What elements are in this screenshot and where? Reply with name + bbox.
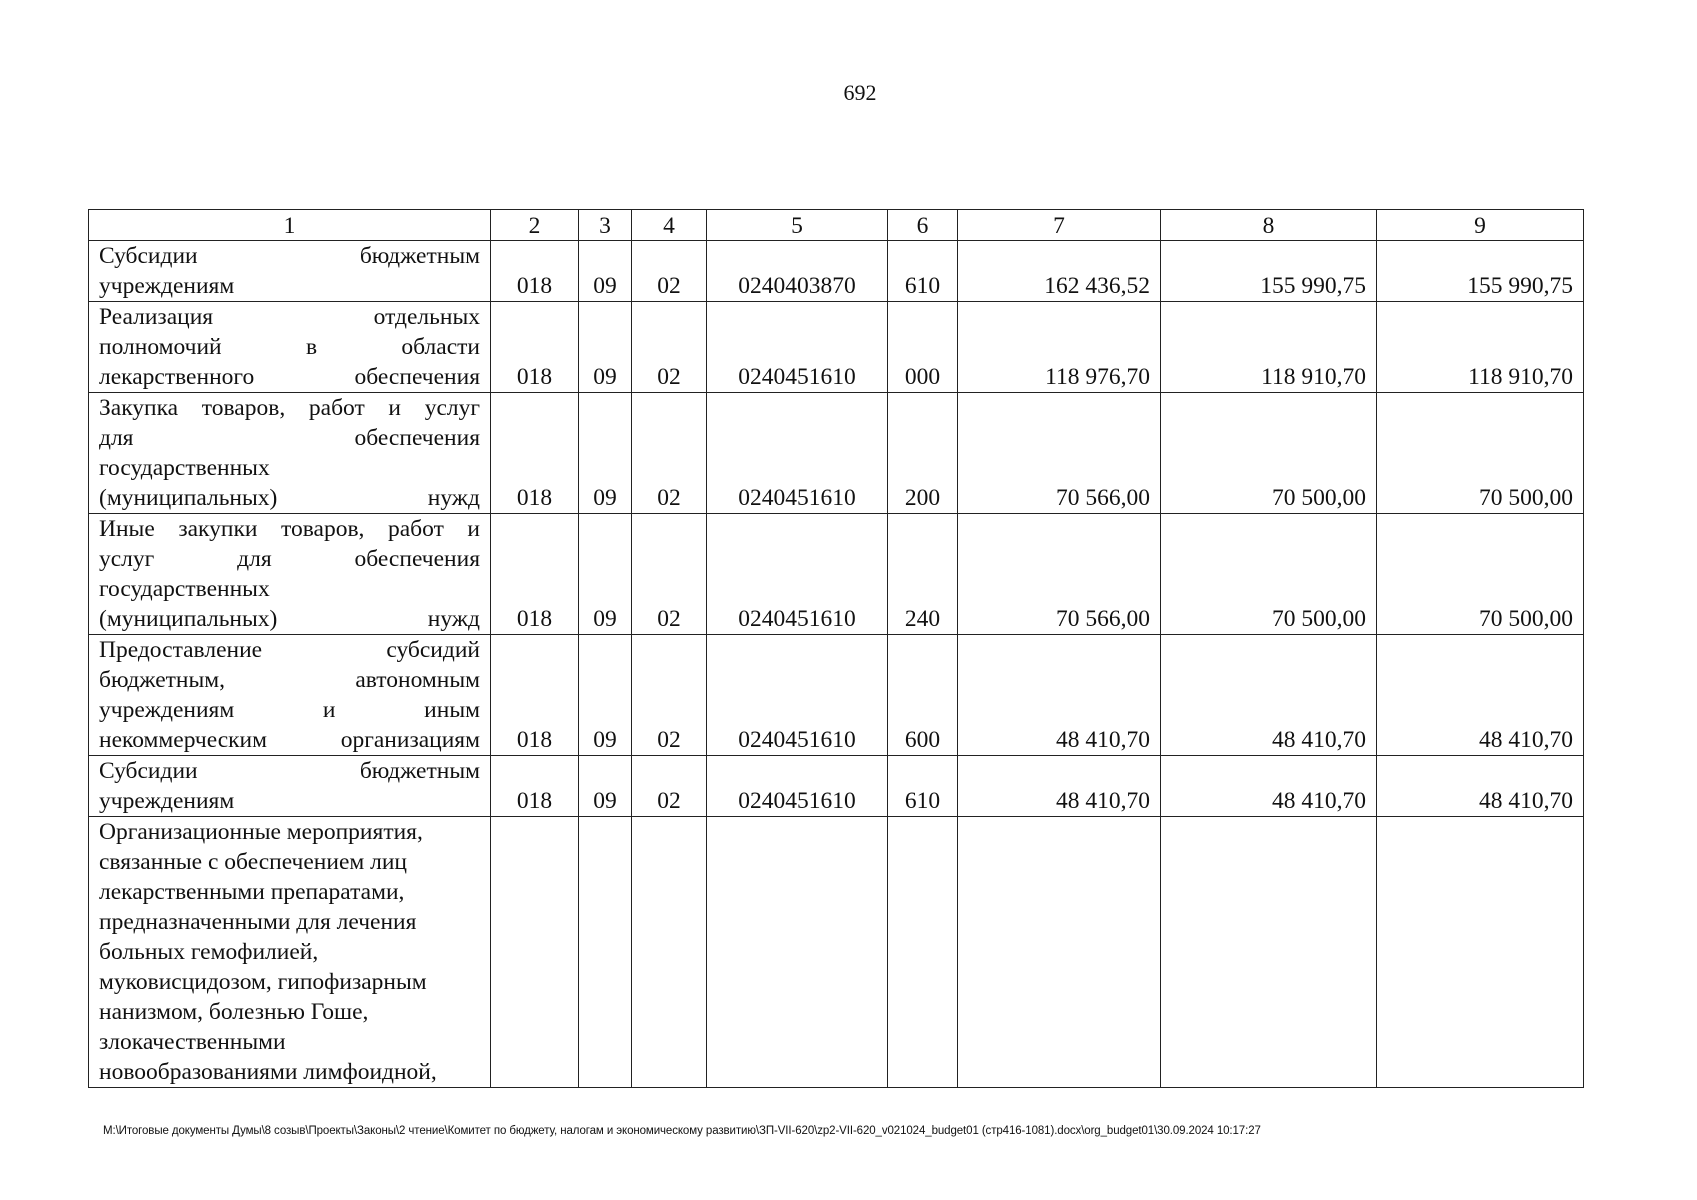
header-cell: 3: [579, 210, 632, 241]
target-code-cell: [707, 817, 888, 1088]
amount-cell-col9: 48 410,70: [1377, 756, 1584, 817]
amount-cell-col9: [1377, 817, 1584, 1088]
amount-cell-col8: 155 990,75: [1161, 241, 1377, 302]
table-row: [89, 514, 1584, 635]
expense-name-line: Иные закупки товаров, работ и: [99, 516, 480, 542]
expense-name-line: полномочий в области: [99, 334, 480, 360]
subsection-code-cell: 02: [632, 635, 707, 756]
amount-cell-col8: 70 500,00: [1161, 393, 1377, 514]
expense-name-line: Субсидии бюджетным: [99, 758, 480, 784]
amount-cell-col9: 48 410,70: [1377, 635, 1584, 756]
header-cell: 9: [1377, 210, 1584, 241]
expense-name-line: Закупка товаров, работ и услуг: [99, 395, 480, 421]
expense-name-line: лекарственного обеспечения: [99, 364, 480, 390]
amount-cell-col8: [1161, 817, 1377, 1088]
admin-code-cell: 018: [491, 302, 579, 393]
amount-cell-col7: 162 436,52: [958, 241, 1161, 302]
subsection-code-cell: 02: [632, 514, 707, 635]
target-code-cell: 0240451610: [707, 756, 888, 817]
expense-name-line: связанные с обеспечением лиц: [99, 849, 408, 875]
header-row: [89, 210, 1584, 241]
admin-code-cell: 018: [491, 241, 579, 302]
header-cell: 1: [89, 210, 491, 241]
table-body: [89, 241, 1584, 1088]
amount-cell-col9: 70 500,00: [1377, 393, 1584, 514]
table-row: [89, 241, 1584, 302]
section-code-cell: 09: [579, 241, 632, 302]
header-cell: 2: [491, 210, 579, 241]
file-path-footer: M:\Итоговые документы Думы\8 созыв\Проекты\Законы\2 чтение\Комитет по бюджету, налогам и экономическому развитию\ЗП-VII-620\zp2-VII-620_v021024_budget01 (стр416-1081).docx\org_budget01\30.09.2024 10:17:27: [103, 1125, 1261, 1137]
amount-cell-col7: 70 566,00: [958, 514, 1161, 635]
amount-cell-col9: 70 500,00: [1377, 514, 1584, 635]
expense-kind-cell: 610: [888, 241, 958, 302]
expense-name-line: государственных: [99, 455, 270, 481]
section-code-cell: [579, 817, 632, 1088]
expense-name-cell: [89, 756, 491, 817]
subsection-code-cell: 02: [632, 756, 707, 817]
expense-kind-cell: 200: [888, 393, 958, 514]
header-cell: 6: [888, 210, 958, 241]
table-row: [89, 756, 1584, 817]
subsection-code-cell: 02: [632, 393, 707, 514]
amount-cell-col7: [958, 817, 1161, 1088]
expense-name-line: (муниципальных) нужд: [99, 606, 480, 632]
table-row: [89, 302, 1584, 393]
expense-name-cell: [89, 514, 491, 635]
header-cell: 5: [707, 210, 888, 241]
expense-name-line: Предоставление субсидий: [99, 637, 480, 663]
amount-cell-col7: 48 410,70: [958, 756, 1161, 817]
table-row: [89, 393, 1584, 514]
expense-name-line: некоммерческим организациям: [99, 727, 480, 753]
expense-name-line: Реализация отдельных: [99, 304, 480, 330]
section-code-cell: 09: [579, 302, 632, 393]
section-code-cell: 09: [579, 756, 632, 817]
table-row: [89, 817, 1584, 1088]
page-number: 692: [843, 80, 877, 105]
expense-name-line: муковисцидозом, гипофизарным: [99, 969, 427, 995]
amount-cell-col7: 118 976,70: [958, 302, 1161, 393]
expense-kind-cell: 000: [888, 302, 958, 393]
expense-name-cell: [89, 817, 491, 1088]
expense-kind-cell: [888, 817, 958, 1088]
admin-code-cell: 018: [491, 393, 579, 514]
section-code-cell: 09: [579, 635, 632, 756]
admin-code-cell: 018: [491, 514, 579, 635]
expense-name-line: учреждениям: [99, 788, 235, 814]
expense-kind-cell: 610: [888, 756, 958, 817]
header-cell: 7: [958, 210, 1161, 241]
amount-cell-col7: 70 566,00: [958, 393, 1161, 514]
expense-name-line: новообразованиями лимфоидной,: [99, 1059, 437, 1085]
header-cell: 4: [632, 210, 707, 241]
expense-name-line: нанизмом, болезнью Гоше,: [99, 999, 369, 1025]
section-code-cell: 09: [579, 393, 632, 514]
subsection-code-cell: 02: [632, 241, 707, 302]
expense-name-cell: [89, 302, 491, 393]
amount-cell-col9: 155 990,75: [1377, 241, 1584, 302]
budget-table: [88, 209, 1584, 1088]
expense-name-line: предназначенными для лечения: [99, 909, 417, 935]
target-code-cell: 0240451610: [707, 514, 888, 635]
subsection-code-cell: [632, 817, 707, 1088]
header-cell: 8: [1161, 210, 1377, 241]
amount-cell-col8: 48 410,70: [1161, 635, 1377, 756]
expense-name-line: больных гемофилией,: [99, 939, 319, 965]
expense-name-cell: [89, 393, 491, 514]
admin-code-cell: 018: [491, 635, 579, 756]
expense-name-line: Субсидии бюджетным: [99, 243, 480, 269]
target-code-cell: 0240403870: [707, 241, 888, 302]
expense-name-line: услуг для обеспечения: [99, 546, 480, 572]
target-code-cell: 0240451610: [707, 393, 888, 514]
admin-code-cell: [491, 817, 579, 1088]
expense-name-line: учреждениям: [99, 273, 235, 299]
table-row: [89, 635, 1584, 756]
expense-name-line: (муниципальных) нужд: [99, 485, 480, 511]
expense-name-line: бюджетным, автономным: [99, 667, 480, 693]
amount-cell-col8: 118 910,70: [1161, 302, 1377, 393]
expense-name-line: для обеспечения: [99, 425, 480, 451]
subsection-code-cell: 02: [632, 302, 707, 393]
amount-cell-col8: 70 500,00: [1161, 514, 1377, 635]
admin-code-cell: 018: [491, 756, 579, 817]
expense-kind-cell: 600: [888, 635, 958, 756]
expense-name-line: злокачественными: [99, 1029, 286, 1055]
expense-name-line: государственных: [99, 576, 270, 602]
section-code-cell: 09: [579, 514, 632, 635]
amount-cell-col8: 48 410,70: [1161, 756, 1377, 817]
target-code-cell: 0240451610: [707, 635, 888, 756]
amount-cell-col7: 48 410,70: [958, 635, 1161, 756]
expense-name-line: лекарственными препаратами,: [99, 879, 405, 905]
expense-name-cell: [89, 241, 491, 302]
expense-name-line: Организационные мероприятия,: [99, 819, 423, 845]
expense-name-line: учреждениям и иным: [99, 697, 480, 723]
amount-cell-col9: 118 910,70: [1377, 302, 1584, 393]
expense-name-cell: [89, 635, 491, 756]
target-code-cell: 0240451610: [707, 302, 888, 393]
expense-kind-cell: 240: [888, 514, 958, 635]
